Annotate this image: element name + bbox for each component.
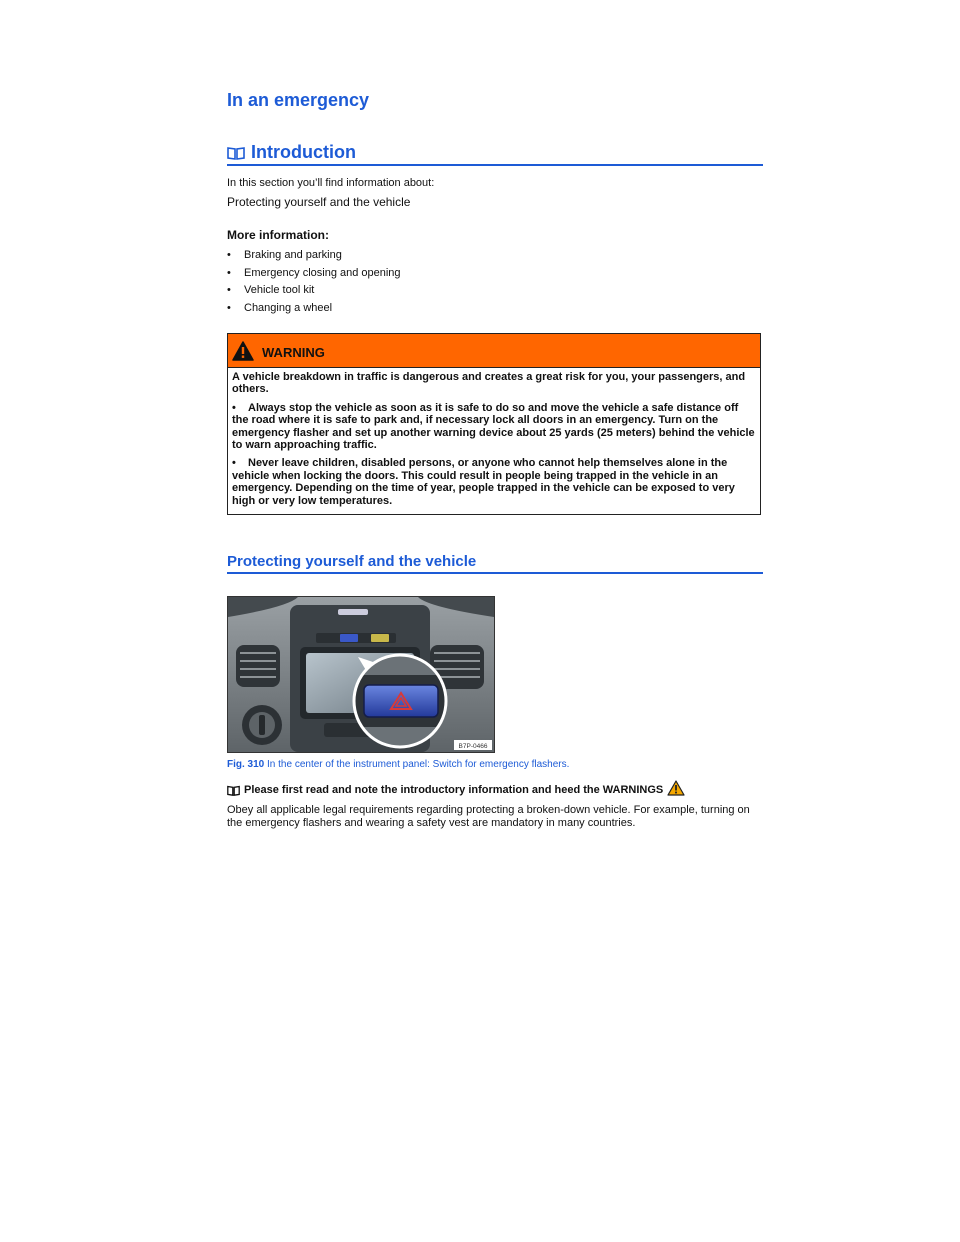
list-item[interactable]: • Changing a wheel — [227, 302, 333, 315]
topic-link[interactable]: Protecting yourself and the vehicle — [227, 195, 411, 209]
list-item[interactable]: • Emergency closing and opening — [227, 266, 401, 279]
figure-code: B7P-0466 — [458, 743, 488, 750]
warning-title: WARNING — [262, 345, 325, 360]
intro-text: In this section you’ll find information about: — [227, 177, 435, 189]
warning-triangle-icon[interactable] — [667, 780, 685, 796]
read-note — [227, 780, 685, 796]
section-title: Introduction — [251, 142, 356, 162]
list-item[interactable]: • Braking and parking — [227, 249, 342, 261]
warning-point: • Always stop the vehicle as soon as it is safe to do so and move the vehicle a safe distance off the road where it is safe to park and, if necessary lock all doors in an emergency. Turn on the emergency flasher and set up another warning device about 25 yards (25 meters) behind the vehicle to warn approaching traffic. — [232, 401, 755, 452]
warning-header — [228, 334, 760, 368]
warning-triangle-icon — [232, 341, 254, 361]
warning-intro: A vehicle breakdown in traffic is dangerous and creates a great risk for you, your passengers, and others. — [232, 371, 746, 396]
figure-caption-text: In the center of the instrument panel: Switch for emergency flashers. — [267, 759, 570, 770]
body-paragraph: Obey all applicable legal requirements regarding protecting a broken-down vehicle. For example, turning on the emergency flashers and wearing a safety vest are mandatory in many countries. — [227, 804, 750, 829]
list-item[interactable]: • Vehicle tool kit — [227, 284, 315, 297]
figure-image — [227, 596, 495, 753]
warning-box — [227, 333, 761, 515]
warning-body — [228, 368, 760, 507]
book-icon — [227, 785, 240, 796]
warning-point: • Never leave children, disabled persons, or anyone who cannot help themselves alone in the vehicle when locking the doors. This could result in people being trapped in the vehicle in an emergency. Depending on the time of year, people trapped in the vehicle can be exposed to very high or very low temperatures. — [232, 457, 735, 507]
subsection-title: Protecting yourself and the vehicle — [227, 552, 763, 574]
instrument-panel-illustration — [228, 597, 494, 752]
figure-caption — [227, 759, 569, 770]
chapter-title: In an emergency — [227, 90, 370, 110]
book-icon — [227, 146, 245, 160]
figure-label: Fig. 310 — [227, 759, 265, 770]
note-text: Please first read and note the introductory information and heed the WARNINGS — [244, 784, 664, 796]
more-info-list — [227, 249, 401, 320]
more-info-heading: More information: — [227, 228, 329, 242]
section-heading — [227, 141, 763, 166]
